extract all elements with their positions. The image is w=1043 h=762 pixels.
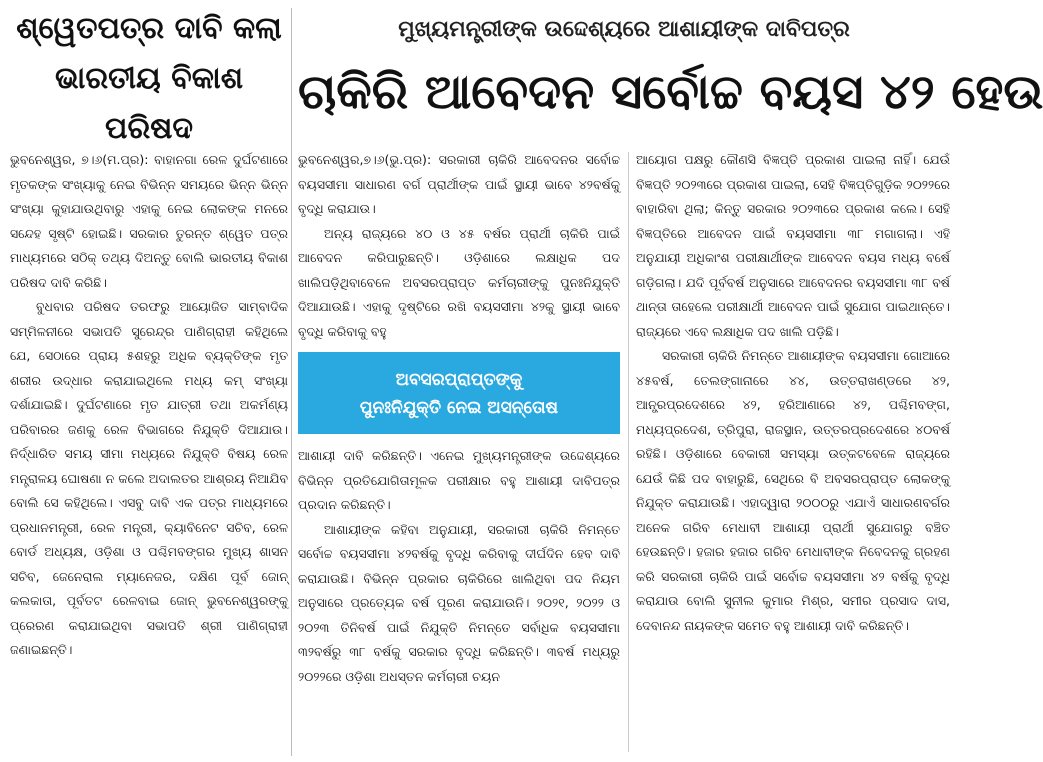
column-divider	[628, 152, 629, 752]
right-story-kicker: ମୁଖ୍ୟମନ୍ତ୍ରୀଙ୍କ ଉଦ୍ଦେଶ୍ୟରେ ଆଶାୟୀଙ୍କ ଦାବିପତ୍ର	[398, 17, 850, 42]
left-story	[10, 0, 288, 762]
left-story-body	[10, 148, 288, 758]
pull-quote-line: ପୁନଃନିଯୁକ୍ତି ନେଇ ଅସନ୍ତୋଷ	[359, 398, 559, 418]
pull-quote-line: ଅବସରପ୍ରାପ୍ତଙ୍କୁ	[395, 370, 523, 390]
article-paragraph: ସରକାରୀ ଚାକିରି ନିମନ୍ତେ ଆଶାୟୀଙ୍କ ବୟସସୀମା ଗୋଆରେ ୪୫ବର୍ଷ, ତେଲଙ୍ଗାନାରେ ୪୪, ଉତ୍ତରାଖଣ୍ଡରେ ୪୨, ଆନ୍ଧ୍ରପ୍ରଦେଶରେ ୪୨, ହରିଆଣାରେ ୪୨, ପଶ୍ଚିମବଙ୍ଗ, ମଧ୍ୟପ୍ରଦେଶ, ତ୍ରିପୁରା, ରାଜସ୍ଥାନ, ଉତ୍ତରପ୍ରଦେଶରେ ୪୦ବର୍ଷ ରହିଛି। ଓଡ଼ିଶାରେ ବେକାରୀ ସମସ୍ୟା ଉତ୍କଟବେଳେ ରାଜ୍ୟରେ ଯେଉଁ କିଛି ପଦ ବାହାରୁଛି, ସେଥିରେ ବି ଅବସରପ୍ରାପ୍ତ ଲୋକଙ୍କୁ ନିଯୁକ୍ତ କରାଯାଉଛି। ଏହାଦ୍ୱାରା ୨୦୦୦ରୁ ଏଯାଏଁ ସାଧାରଣବର୍ଗର ଅନେକ ଗରିବ ମେଧାବୀ ଆଶାୟୀ ପ୍ରାର୍ଥୀ ସୁଯୋଗରୁ ବଞ୍ଚିତ ହେଉଛନ୍ତି। ହଜାର ହଜାର ଗରିବ ମେଧାବୀଙ୍କ ନିବେଦନକୁ ଗ୍ରହଣ କରି ସରକାରୀ ଚାକିରି ପାଇଁ ସର୍ବୋଚ୍ଚ ବୟସସୀମା ୪୨ ବର୍ଷକୁ ବୃଦ୍ଧି କରାଯାଉ ବୋଲି ସୁନୀଲ କୁମାର ମିଶ୍ର, ସମୀର ପ୍ରସାଦ ଦାସ, ଦେବାନନ୍ଦ ନାୟକଙ୍କ ସମେତ ବହୁ ଆଶାୟୀ ଦାବି କରିଛନ୍ତି।	[636, 348, 950, 633]
article-paragraph: ଅନ୍ୟ ରାଜ୍ୟରେ ୪୦ ଓ ୪୫ ବର୍ଷର ପ୍ରାର୍ଥୀ ଚାକିରି ପାଇଁ ଆବେଦନ କରିପାରୁଛନ୍ତି। ଓଡ଼ିଶାରେ ଲକ୍ଷାଧିକ ପଦ ଖାଲିପଡ଼ିଥିବାବେଳେ ଅବସରପ୍ରାପ୍ତ କର୍ମଚାରୀଙ୍କୁ ପୁନଃନିଯୁକ୍ତି ଦିଆଯାଉଛି। ଏହାକୁ ଦୃଷ୍ଟିରେ ରଖି ବୟସସୀମା ୪୨କୁ ସ୍ଥାୟୀ ଭାବେ ବୃଦ୍ଧି କରିବାକୁ ବହୁ	[298, 225, 620, 339]
article-paragraph: ଭୁବନେଶ୍ୱର,୭।୬(ଭୁ.ପ୍ର): ସରକାରୀ ଚାକିରି ଆବେଦନର ସର୍ବୋଚ୍ଚ ବୟସସୀମା ସାଧାରଣ ବର୍ଗ ପ୍ରାର୍ଥୀଙ୍କ ପାଇଁ ସ୍ଥାୟୀ ଭାବେ ୪୨ବର୍ଷକୁ ବୃଦ୍ଧି କରାଯାଉ।	[298, 152, 620, 216]
left-story-headline: ଶ୍ୱେତପତ୍ର ଦାବି କଲା ଭାରତୀୟ ବିକାଶ ପରିଷଦ	[16, 11, 282, 146]
left-story-paragraph: ଭୁବନେଶ୍ୱର, ୭।୬(ମ.ପ୍ର): ବାହାନଗା ରେଳ ଦୁର୍ଘଟଣାରେ ମୃତକଙ୍କ ସଂଖ୍ୟାକୁ ନେଇ ବିଭିନ୍ନ ସମୟରେ ଭିନ୍ନ ଭିନ୍ନ ସଂଖ୍ୟା କୁହାଯାଉଥିବାରୁ ଏହାକୁ ନେଇ ଲୋକଙ୍କ ମନରେ ସନ୍ଦେହ ସୃଷ୍ଟି ହୋଇଛି। ସରକାର ତୁରନ୍ତ ଶ୍ୱେତ ପତ୍ର ମାଧ୍ୟମରେ ସଠିକ୍ ତଥ୍ୟ ଦିଅନ୍ତୁ ବୋଲି ଭାରତୀୟ ବିକାଶ ପରିଷଦ ଦାବି କରିଛି।	[10, 152, 288, 290]
column-divider	[291, 8, 292, 756]
pull-quote-box	[298, 352, 620, 434]
article-paragraph: ଆୟୋଗ ପକ୍ଷରୁ କୌଣସି ବିଜ୍ଞପ୍ତି ପ୍ରକାଶ ପାଇଲା ନାହିଁ। ଯେଉଁ ବିଜ୍ଞପ୍ତି ୨୦୨୩ରେ ପ୍ରକାଶ ପାଇଲା, ସେହି ବିଜ୍ଞପ୍ତିଗୁଡ଼ିକ ୨୦୨୨ରେ ବାହାରିବା ଥିଲା; କିନ୍ତୁ ସରକାର ୨୦୨୩ରେ ପ୍ରକାଶ କଲେ। ସେହି ବିଜ୍ଞପ୍ତିରେ ଆବେଦନ ପାଇଁ ବୟସସୀମା ୩୮ ମଗାଗଲା। ଏହି ଅନୁଯାୟୀ ଅଧିକାଂଶ ପରୀକ୍ଷାର୍ଥୀଙ୍କ ଆବେଦନ ବୟସ ମଧ୍ୟ ବର୍ଷେ ଗଡ଼ିଗଲା। ଯଦି ପୂର୍ବବର୍ଷ ଅନୁସାରେ ଆବେଦନର ବୟସସୀମା ୩୮ ବର୍ଷ ଥାନ୍ତା ତାହେଲେ ପରୀକ୍ଷାର୍ଥୀ ଆବେଦନ ପାଇଁ ସୁଯୋଗ ପାଇଥାନ୍ତେ। ରାଜ୍ୟରେ ଏବେ ଲକ୍ଷାଧିକ ପଦ ଖାଲି ପଡ଼ିଛି।	[636, 152, 950, 339]
right-story	[298, 0, 1043, 762]
article-paragraph: ଆଶାୟୀ ଦାବି କରିଛନ୍ତି। ଏନେଇ ମୁଖ୍ୟମନ୍ତ୍ରୀଙ୍କ ଉଦ୍ଦେଶ୍ୟରେ ବିଭିନ୍ନ ପ୍ରତିଯୋଗିତାମୂଳକ ପରୀକ୍ଷାର ବହୁ ଆଶାୟୀ ଦାବିପତ୍ର ପ୍ରଦାନ କରିଛନ୍ତି।	[298, 448, 620, 512]
article-paragraph: ଆଶାୟୀଙ୍କ କହିବା ଅନୁଯାୟୀ, ସରକାରୀ ଚାକିରି ନିମନ୍ତେ ସର୍ବୋଚ୍ଚ ବୟସସୀମା ୪୨ବର୍ଷକୁ ବୃଦ୍ଧି କରିବାକୁ ଦୀର୍ଘଦିନ ହେବ ଦାବି କରାଯାଉଛି। ବିଭିନ୍ନ ପ୍ରକାର ଚାକିରିରେ ଖାଲିଥିବା ପଦ ନିୟମ ଅନୁସାରେ ପ୍ରତ୍ୟେକ ବର୍ଷ ପୂରଣ କରାଯାଉନି। ୨୦୨୧, ୨୦୨୨ ଓ ୨୦୨୩ ତିନିବର୍ଷ ପାଇଁ ନିଯୁକ୍ତି ନିମନ୍ତେ ସର୍ବାଧିକ ବୟସସୀମା ୩୨ବର୍ଷରୁ ୩୮ ବର୍ଷକୁ ସରକାର ବୃଦ୍ଧି କରିଛନ୍ତି। ୩ବର୍ଷ ମଧ୍ୟରୁ ୨୦୨୨ରେ ଓଡ଼ିଶା ଅଧସ୍ତନ କର୍ମଚାରୀ ଚୟନ	[298, 521, 620, 684]
right-story-headline: ଚାକିରି ଆବେଦନ ସର୍ବୋଚ୍ଚ ବୟସ ୪୨ ହେଉ	[298, 64, 1043, 120]
left-story-paragraph: ବୁଧବାର ପରିଷଦ ତରଫରୁ ଆୟୋଜିତ ସାମ୍ବାଦିକ ସମ୍ମିଳନୀରେ ସଭାପତି ସୁରେନ୍ଦ୍ର ପାଣିଗ୍ରାହୀ କହିଥିଲେ ଯେ, ସେଠାରେ ପ୍ରାୟ ୫ଶହରୁ ଅଧିକ ବ୍ୟକ୍ତିଙ୍କ ମୃତ ଶରୀର ଉଦ୍ଧାର କରାଯାଇଥିଲେ ମଧ୍ୟ କମ୍ ସଂଖ୍ୟା ଦର୍ଶାଯାଇଛି। ଦୁର୍ଘଟଣାରେ ମୃତ ଯାତ୍ରୀ ତଥା ଅକର୍ମଣ୍ୟ ପରିବାରର ଜଣକୁ ରେଳ ବିଭାଗରେ ନିଯୁକ୍ତି ଦିଆଯାଉ। ନିର୍ଦ୍ଧାରିତ ସମୟ ସୀମା ମଧ୍ୟରେ ନିଯୁକ୍ତି ବିଷୟ ରେଳ ମନ୍ତ୍ରାଳୟ ଘୋଷଣା ନ କଲେ ଅଦାଲତର ଆଶ୍ରୟ ନିଆଯିବ ବୋଲି ସେ କହିଥିଲେ। ଏସବୁ ଦାବି ଏକ ପତ୍ର ମାଧ୍ୟମରେ ପ୍ରଧାନମନ୍ତ୍ରୀ, ରେଳ ମନ୍ତ୍ରୀ, କ୍ୟାବିନେଟ ସଚିବ, ରେଳ ବୋର୍ଡ ଅଧ୍ୟକ୍ଷ, ଓଡ଼ିଶା ଓ ପଶ୍ଚିମବଙ୍ଗର ମୁଖ୍ୟ ଶାସନ ସଚିବ, ଜେନେରାଲ ମ୍ୟାନେଜର, ଦକ୍ଷିଣ ପୂର୍ବ ଜୋନ୍ କଲକାତା, ପୂର୍ବତଟ ରେଳବାଇ ଜୋନ୍ ଭୁବନେଶ୍ୱରଙ୍କୁ ପ୍ରେରଣ କରାଯାଇଥିବା ସଭାପତି ଶ୍ରୀ ପାଣିଗ୍ରାହୀ ଜଣାଇଛନ୍ତି।	[10, 299, 288, 657]
right-story-columns	[298, 148, 950, 762]
right-story-column-1	[298, 148, 620, 762]
right-story-column-2	[636, 148, 950, 762]
